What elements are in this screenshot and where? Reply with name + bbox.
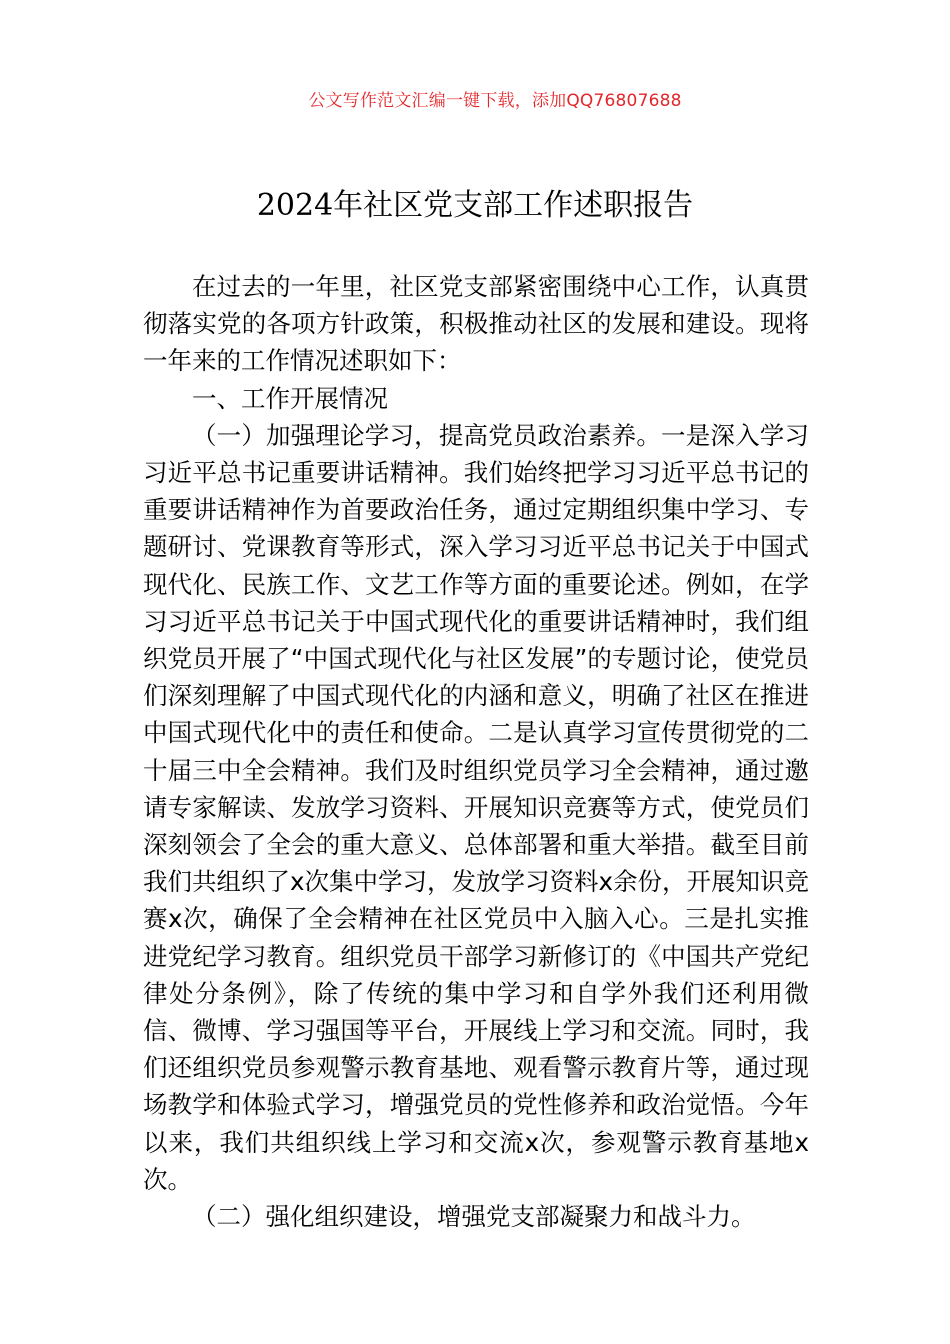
document-body: [143, 268, 809, 1235]
intro-paragraph: 在过去的一年里，社区党支部紧密围绕中心工作，认真贯彻落实党的各项方针政策，积极推动社区的发展和建设。现将一年来的工作情况述职如下：: [143, 272, 809, 376]
section-heading: 一、工作开展情况: [192, 383, 388, 413]
body-paragraph: （一）加强理论学习，提高党员政治素养。一是深入学习习近平总书记重要讲话精神。我们始终把学习习近平总书记的重要讲话精神作为首要政治任务，通过定期组织集中学习、专题研讨、党课教育等形式，深入学习习近平总书记关于中国式现代化、民族工作、文艺工作等方面的重要论述。例如，在学习习近平总书记关于中国式现代化的重要讲话精神时，我们组织党员开展了“中国式现代化与社区发展”的专题讨论，使党员们深刻理解了中国式现代化的内涵和意义，明确了社区在推进中国式现代化中的责任和使命。二是认真学习宣传贯彻党的二十届三中全会精神。我们及时组织党员学习全会精神，通过邀请专家解读、发放学习资料、开展知识竞赛等方式，使党员们深刻领会了全会的重大意义、总体部署和重大举措。截至目前我们共组织了x次集中学习，发放学习资料x余份，开展知识竞赛x次，确保了全会精神在社区党员中入脑入心。三是扎实推进党纪学习教育。组织党员干部学习新修订的《中国共产党纪律处分条例》，除了传统的集中学习和自学外我们还利用微信、微博、学习强国等平台，开展线上学习和交流。同时，我们还组织党员参观警示教育基地、观看警示教育片等，通过现场教学和体验式学习，增强党员的党性修养和政治觉悟。今年以来，我们共组织线上学习和交流x次，参观警示教育基地x次。: [143, 420, 809, 1194]
subsection-heading: （二）强化组织建设，增强党支部凝聚力和战斗力。: [192, 1202, 756, 1232]
document-title: 2024年社区党支部工作述职报告: [256, 188, 694, 223]
download-notice: 公文写作范文汇编一键下载，添加QQ76807688: [308, 91, 682, 111]
